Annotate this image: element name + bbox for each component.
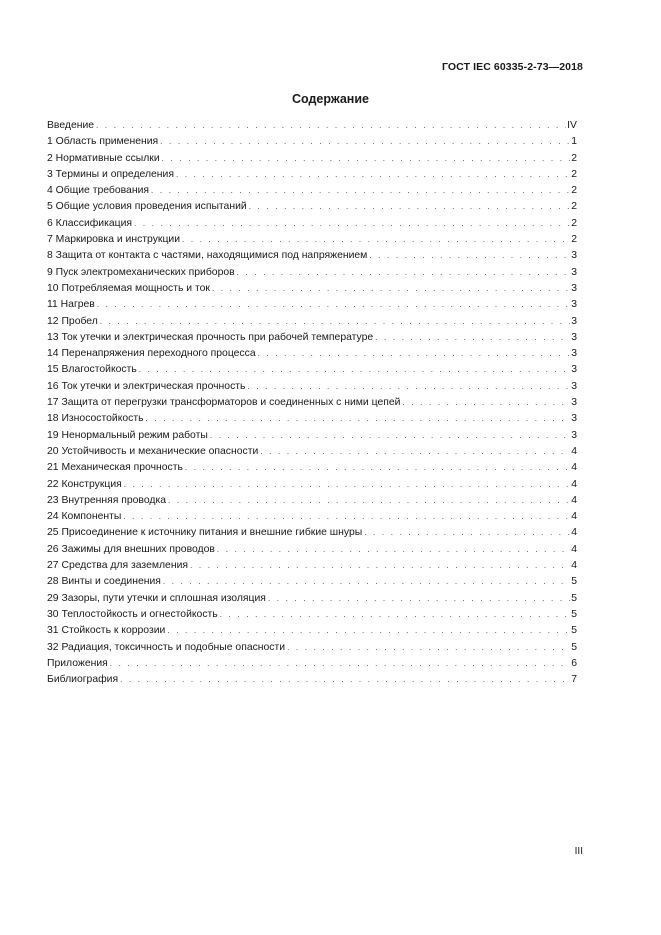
toc-dot-leader [247, 379, 570, 395]
toc-entry-title: Введение [47, 120, 95, 131]
toc-entry-title: 18 Износостойкость [47, 413, 144, 425]
toc-entry[interactable] [47, 134, 577, 150]
toc-entry-page: 3 [571, 331, 577, 343]
toc-entry[interactable] [47, 362, 577, 378]
toc-entry-title: 7 Маркировка и инструкции [47, 234, 181, 246]
toc-entry[interactable] [47, 477, 577, 493]
toc-entry[interactable] [47, 607, 577, 623]
toc-entry-page: 3 [571, 266, 577, 278]
toc-dot-leader [237, 265, 571, 281]
toc-heading: Содержание [291, 92, 369, 106]
toc-entry-page: 3 [571, 429, 577, 441]
toc-entry[interactable] [47, 379, 577, 395]
toc-entry-page: 5 [571, 625, 577, 637]
toc-dot-leader [375, 330, 570, 346]
toc-dot-leader [176, 167, 570, 183]
toc-dot-leader [162, 151, 571, 167]
toc-entry-page: 3 [571, 413, 577, 425]
toc-entry-title: 30 Теплостойкость и огнестойкость [47, 608, 218, 620]
toc-entry-title: 11 Нагрев [47, 299, 95, 311]
toc-entry[interactable] [47, 640, 577, 656]
toc-entry-title: Библиография [47, 674, 119, 686]
toc-entry[interactable] [47, 265, 577, 281]
toc-entry[interactable] [47, 199, 577, 215]
toc-entry-title: 8 Защита от контакта с частями, находящимися под напряжением [47, 250, 368, 262]
toc-entry[interactable] [47, 183, 577, 199]
toc-entry-title: 23 Внутренняя проводка [47, 494, 166, 506]
toc-entry[interactable] [47, 623, 577, 639]
toc-entry-title: 27 Средства для заземления [47, 560, 189, 572]
toc-entry-title: 25 Присоединение к источнику питания и внешние гибкие шнуры [47, 527, 363, 539]
toc-entry-title: 10 Потребляемая мощность и ток [47, 282, 210, 294]
toc-entry-title: 15 Влагостойкость [47, 364, 137, 376]
toc-entry-page: 2 [571, 217, 577, 229]
toc-dot-leader [146, 411, 571, 427]
toc-entry-page: 2 [571, 201, 577, 213]
toc-entry-title: 2 Нормативные ссылки [47, 152, 160, 164]
toc-entry-page: 6 [571, 657, 577, 669]
toc-entry-page: 4 [571, 494, 577, 506]
toc-entry[interactable] [47, 216, 577, 232]
toc-entry-page: 4 [571, 560, 577, 572]
toc-dot-leader [402, 395, 570, 411]
toc-entry-title: 1 Область применения [47, 136, 159, 148]
toc-entry-title: 21 Механическая прочность [47, 462, 183, 474]
toc-entry-title: 13 Ток утечки и электрическая прочность при рабочей температуре [47, 331, 374, 343]
toc-entry-title: 4 Общие требования [47, 185, 149, 197]
toc-entry-title: 16 Ток утечки и электрическая прочность [47, 380, 246, 392]
toc-dot-leader [217, 542, 570, 558]
toc-entry[interactable] [47, 656, 577, 672]
toc-entry-page: 2 [571, 152, 577, 164]
toc-dot-leader [268, 591, 570, 607]
toc-entry-title: 6 Классификация [47, 217, 133, 229]
toc-entry-title: 17 Защита от перегрузки трансформаторов и соединенных с ними цепей [47, 397, 401, 409]
toc-entry-title: 5 Общие условия проведения испытаний [47, 201, 247, 213]
toc-dot-leader [364, 525, 570, 541]
toc-dot-leader [190, 558, 570, 574]
toc-dot-leader [96, 118, 566, 134]
toc-dot-leader [124, 477, 570, 493]
toc-entry[interactable] [47, 542, 577, 558]
toc-dot-leader [110, 656, 570, 672]
toc-dot-leader [212, 281, 570, 297]
toc-entry-page: 4 [571, 462, 577, 474]
toc-dot-leader [134, 216, 570, 232]
toc-entry-title: 9 Пуск электромеханических приборов [47, 266, 235, 278]
toc-entry-page: 5 [571, 608, 577, 620]
toc-entry-page: 3 [571, 380, 577, 392]
toc-entry[interactable] [47, 281, 577, 297]
toc-entry-page: 4 [571, 478, 577, 490]
toc-entry-page: 5 [571, 592, 577, 604]
toc-dot-leader [260, 444, 570, 460]
toc-entry-page: 3 [571, 250, 577, 262]
toc-entry-title: 29 Зазоры, пути утечки и сплошная изоляция [47, 592, 266, 604]
toc-entry[interactable] [47, 167, 577, 183]
toc-dot-leader [97, 297, 570, 313]
toc-entry[interactable] [47, 330, 577, 346]
toc-entry-title: 22 Конструкция [47, 478, 122, 490]
toc-entry-page: 2 [571, 168, 577, 180]
toc-entry[interactable] [47, 493, 577, 509]
toc-entry-page: 4 [571, 527, 577, 539]
toc-dot-leader [168, 493, 570, 509]
toc-entry[interactable] [47, 395, 577, 411]
toc-entry-title: 31 Стойкость к коррозии [47, 625, 166, 637]
toc-dot-leader [220, 607, 571, 623]
toc-entry-page: 3 [571, 315, 577, 327]
toc-entry[interactable] [47, 428, 577, 444]
toc-entry-page: 3 [571, 299, 577, 311]
document-code: ГОСТ IEC 60335-2-73—2018 [441, 61, 583, 73]
toc-entry-page: 3 [571, 348, 577, 360]
toc-entry[interactable] [47, 248, 577, 264]
toc-entry-page: 4 [571, 543, 577, 555]
toc-entry[interactable] [47, 525, 577, 541]
page-number: III [574, 846, 583, 857]
toc-dot-leader [258, 346, 571, 362]
toc-entry[interactable] [47, 558, 577, 574]
toc-entry-title: Приложения [47, 657, 108, 669]
toc-dot-leader [185, 460, 570, 476]
toc-entry[interactable] [47, 314, 577, 330]
toc-entry-title: 19 Ненормальный режим работы [47, 429, 208, 441]
toc-entry-title: 3 Термины и определения [47, 168, 174, 180]
toc-entry-page: 3 [571, 397, 577, 409]
toc-entry-page: 5 [571, 641, 577, 653]
toc-dot-leader [210, 428, 570, 444]
toc-dot-leader [182, 232, 570, 248]
toc-entry[interactable] [47, 591, 577, 607]
toc-entry-page: 4 [571, 511, 577, 523]
toc-entry-title: 26 Зажимы для внешних проводов [47, 543, 215, 555]
toc-dot-leader [167, 623, 570, 639]
toc-entry-title: 32 Радиация, токсичность и подобные опасности [47, 641, 286, 653]
toc-entry-title: 24 Компоненты [47, 511, 122, 523]
toc-entry-page: 7 [571, 674, 577, 686]
toc-entry-page: 5 [571, 576, 577, 588]
toc-entry-title: 20 Устойчивость и механические опасности [47, 445, 259, 457]
toc-entry[interactable] [47, 297, 577, 313]
toc-entry[interactable] [47, 672, 577, 688]
toc-entry-title: 12 Пробел [47, 315, 98, 327]
toc-entry[interactable] [47, 118, 577, 134]
toc-entry-title: 28 Винты и соединения [47, 576, 161, 588]
toc-entry[interactable] [47, 509, 577, 525]
table-of-contents [47, 118, 577, 688]
toc-entry-page: 2 [571, 185, 577, 197]
toc-entry-page: 2 [571, 234, 577, 246]
toc-entry-page: 3 [571, 364, 577, 376]
toc-dot-leader [160, 134, 570, 150]
toc-entry[interactable] [47, 444, 577, 460]
toc-dot-leader [123, 509, 570, 525]
toc-dot-leader [100, 314, 570, 330]
toc-entry-page: 1 [571, 136, 577, 148]
toc-entry-page: 3 [571, 282, 577, 294]
toc-entry[interactable] [47, 346, 577, 362]
toc-dot-leader [287, 640, 570, 656]
toc-entry[interactable] [47, 232, 577, 248]
toc-dot-leader [151, 183, 570, 199]
toc-dot-leader [249, 199, 571, 215]
toc-entry-page: 4 [571, 445, 577, 457]
toc-dot-leader [139, 362, 570, 378]
toc-entry-title: 14 Перенапряжения переходного процесса [47, 348, 256, 360]
toc-entry[interactable] [47, 574, 577, 590]
toc-entry[interactable] [47, 411, 577, 427]
toc-entry[interactable] [47, 151, 577, 167]
toc-entry[interactable] [47, 460, 577, 476]
toc-entry-page: IV [567, 120, 577, 131]
toc-dot-leader [369, 248, 570, 264]
toc-dot-leader [120, 672, 570, 688]
toc-dot-leader [163, 574, 570, 590]
